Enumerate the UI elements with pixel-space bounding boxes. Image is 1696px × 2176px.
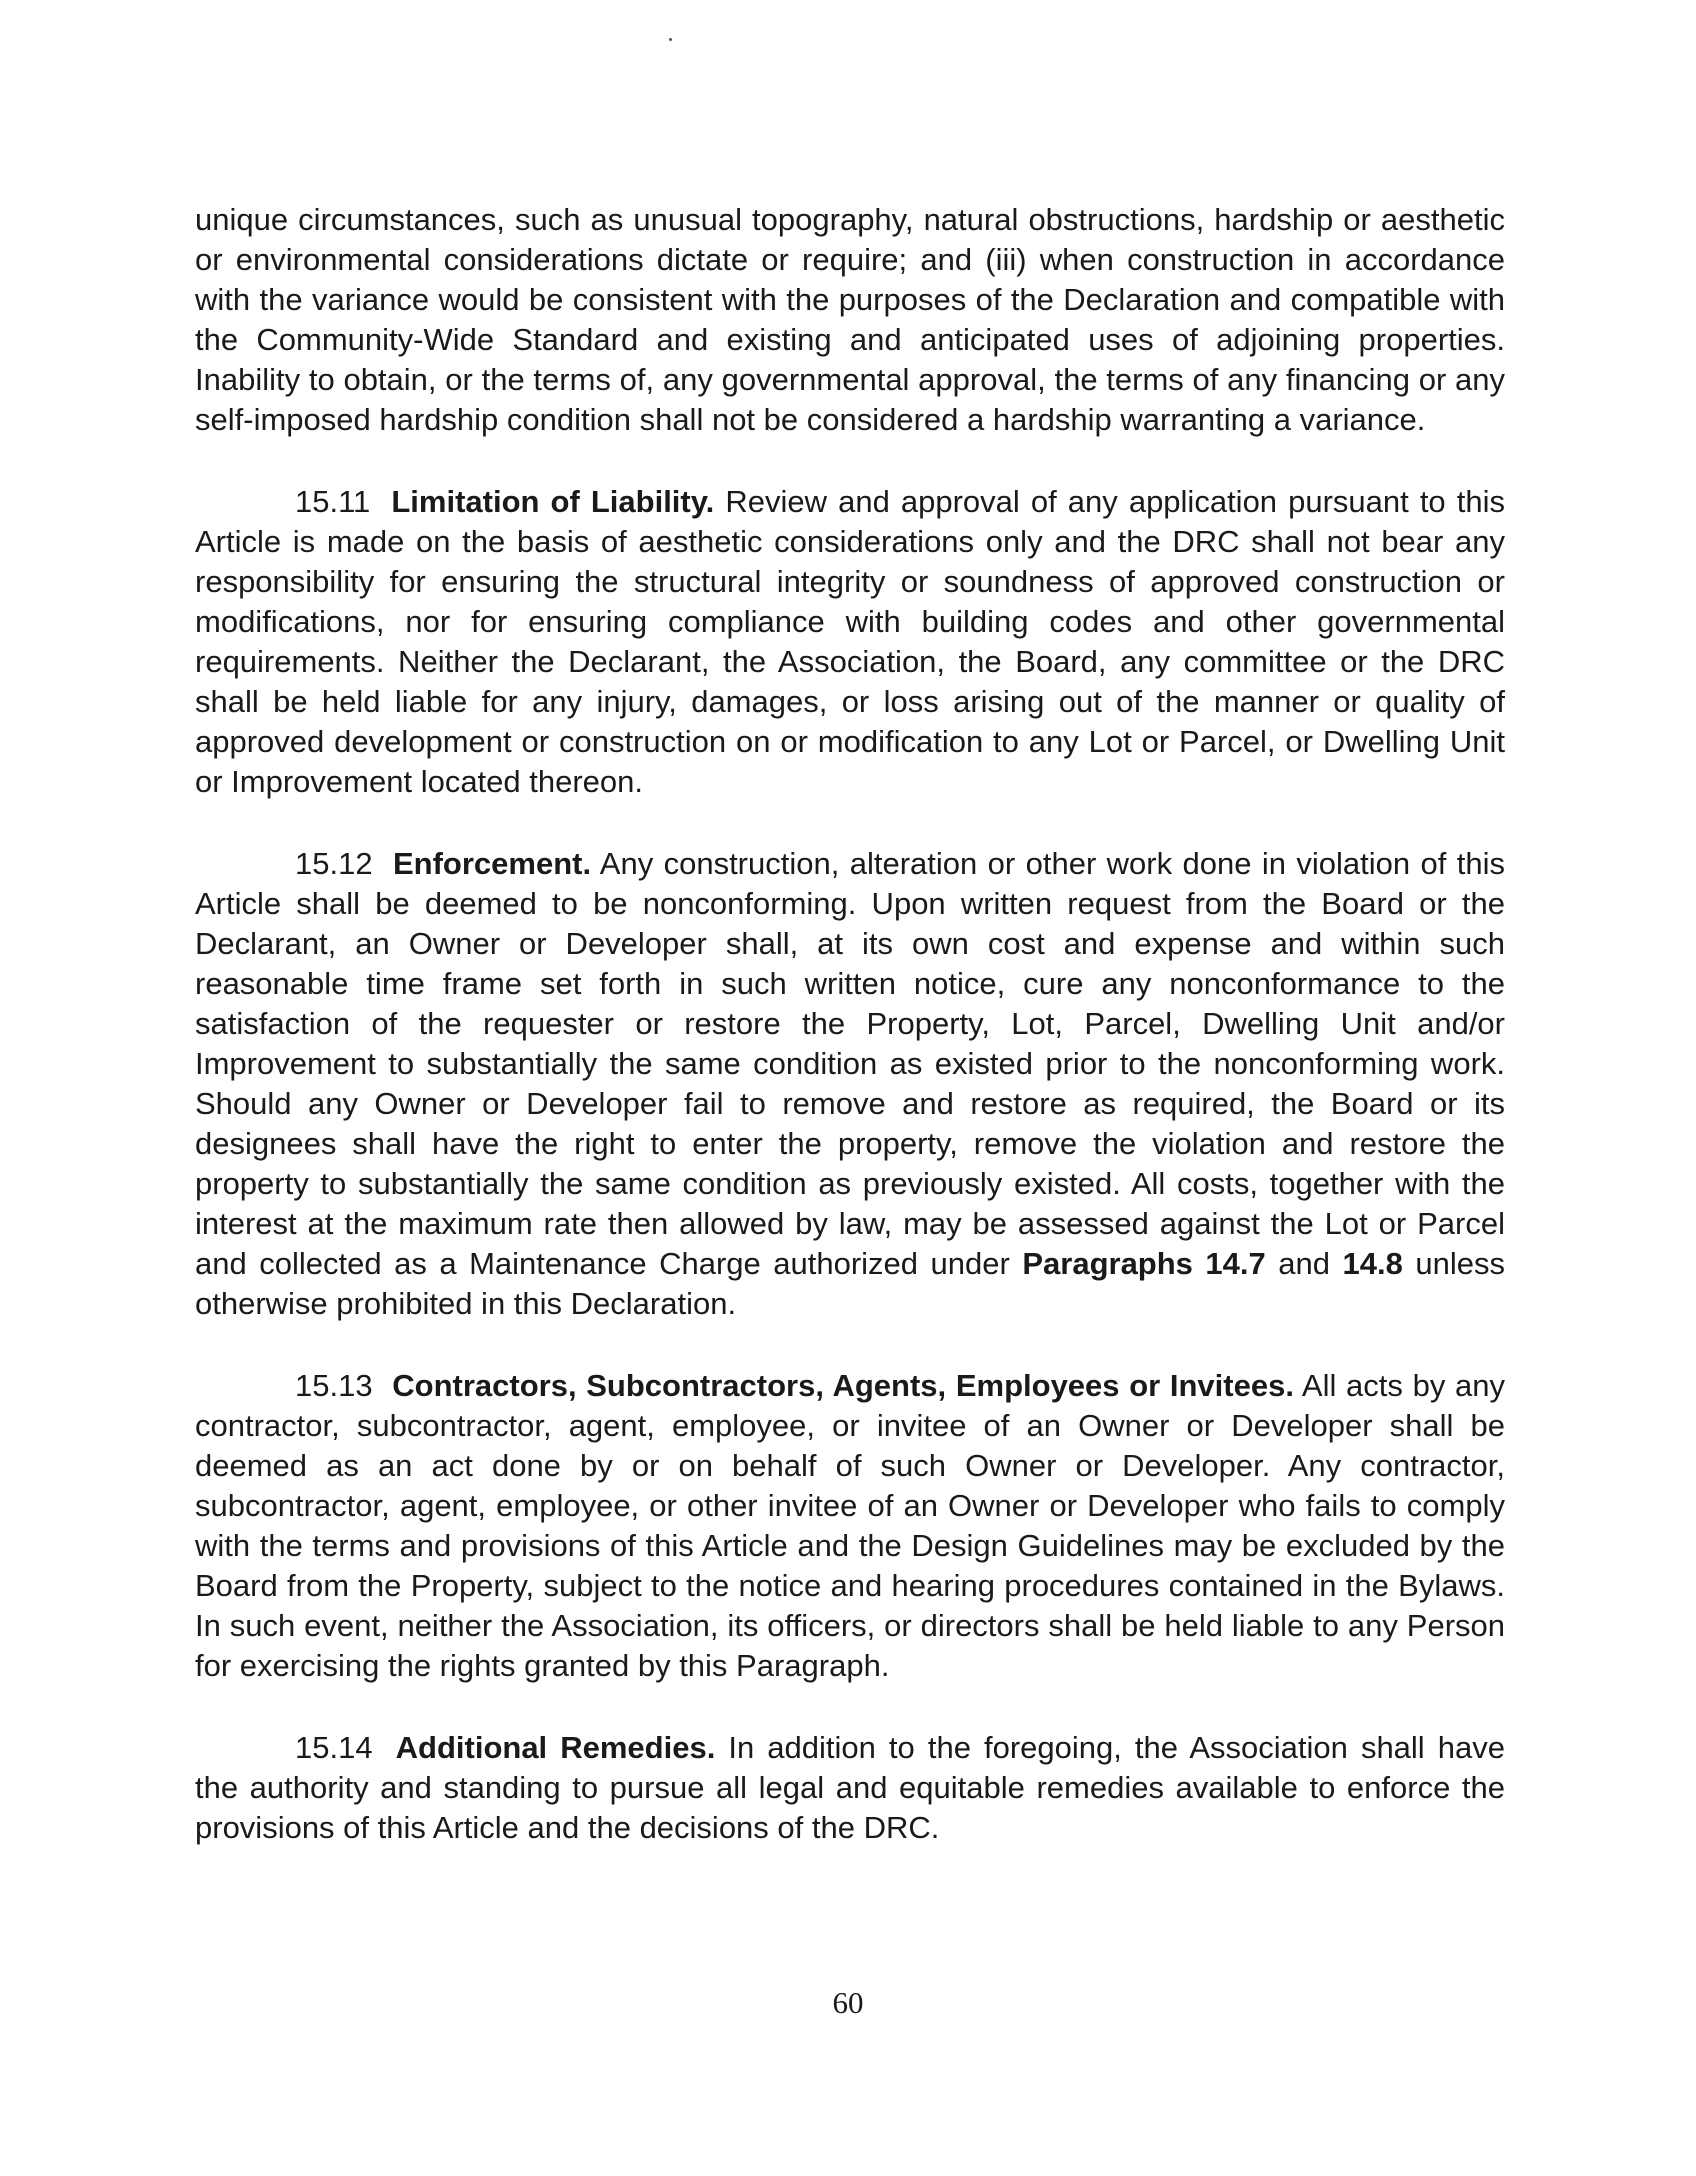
section-text: Review and approval of any application pursuant to this Article is made on the basis of aesthetic considerations only and the DRC shall not bear any responsibility for ensuring the structural integrity or soundness of approved construction or modifications, nor for ensuring compliance with building codes and other governmental requirements. Neither the Declarant, the Association, the Board, any committee or the DRC shall be held liable for any injury, damages, or loss arising out of the manner or quality of approved development or construction on or modification to any Lot or Parcel, or Dwelling Unit or Improvement located thereon.: [195, 484, 1505, 799]
section-number: 15.13: [295, 1368, 373, 1403]
section-text: Any construction, alteration or other work done in violation of this Article shall be deemed to be nonconforming. Upon written request from the Board or the Declarant, an Owner or Developer shall, at its own cost and expense and within such reasonable time frame set forth in such written notice, cure any nonconformance to the satisfaction of the requester or restore the Property, Lot, Parcel, Dwelling Unit and/or Improvement to substantially the same condition as existed prior to the nonconforming work. Should any Owner or Developer fail to remove and restore as required, the Board or its designees shall have the right to enter the property, remove the violation and restore the property to substantially the same condition as previously existed. All costs, together with the interest at the maximum rate then allowed by law, may be assessed against the Lot or Parcel and collected as a Maintenance Charge authorized under: [195, 846, 1506, 1281]
section-15-11: [195, 482, 1505, 802]
section-heading: Enforcement.: [392, 846, 592, 881]
section-heading: Limitation of Liability.: [391, 484, 715, 519]
paragraph-text: unique circumstances, such as unusual topography, natural obstructions, hardship or aesthetic or environmental considerations dictate or require; and (iii) when construction in accordance with the variance would be consistent with the purposes of the Declaration and compatible with the Community-Wide Standard and existing and anticipated uses of adjoining properties. Inability to obtain, or the terms of, any governmental approval, the terms of any financing or any self-imposed hardship condition shall not be considered a hardship warranting a variance.: [195, 202, 1505, 437]
section-15-12: [195, 844, 1505, 1324]
scan-speck: [669, 38, 672, 41]
conjunction-text: and: [1278, 1246, 1331, 1281]
paragraph-reference: 14.8: [1342, 1246, 1403, 1281]
section-text-end: unless otherwise prohibited in this Declaration.: [195, 1246, 1505, 1321]
section-heading: Additional Remedies.: [395, 1730, 716, 1765]
continuation-paragraph: [195, 200, 1505, 440]
section-heading: Contractors, Subcontractors, Agents, Employees or Invitees.: [392, 1368, 1294, 1403]
section-15-13: [195, 1366, 1505, 1686]
section-number: 15.12: [295, 846, 373, 881]
section-number: 15.14: [295, 1730, 373, 1765]
section-text: All acts by any contractor, subcontractor, agent, employee, or invitee of an Owner or Developer shall be deemed as an act done by or on behalf of such Owner or Developer. Any contractor, subcontractor, agent, employee, or other invitee of an Owner or Developer who fails to comply with the terms and provisions of this Article and the Design Guidelines may be excluded by the Board from the Property, subject to the notice and hearing procedures contained in the Bylaws. In such event, neither the Association, its officers, or directors shall be held liable to any Person for exercising the rights granted by this Paragraph.: [195, 1368, 1505, 1683]
document-body: [195, 200, 1505, 1848]
section-15-14: [195, 1728, 1505, 1848]
page-number: 60: [832, 1985, 864, 2020]
paragraph-reference: Paragraphs 14.7: [1022, 1246, 1266, 1281]
section-number: 15.11: [295, 484, 371, 519]
section-text: In addition to the foregoing, the Association shall have the authority and standing to pursue all legal and equitable remedies available to enforce the provisions of this Article and the decisions of the DRC.: [195, 1730, 1505, 1845]
